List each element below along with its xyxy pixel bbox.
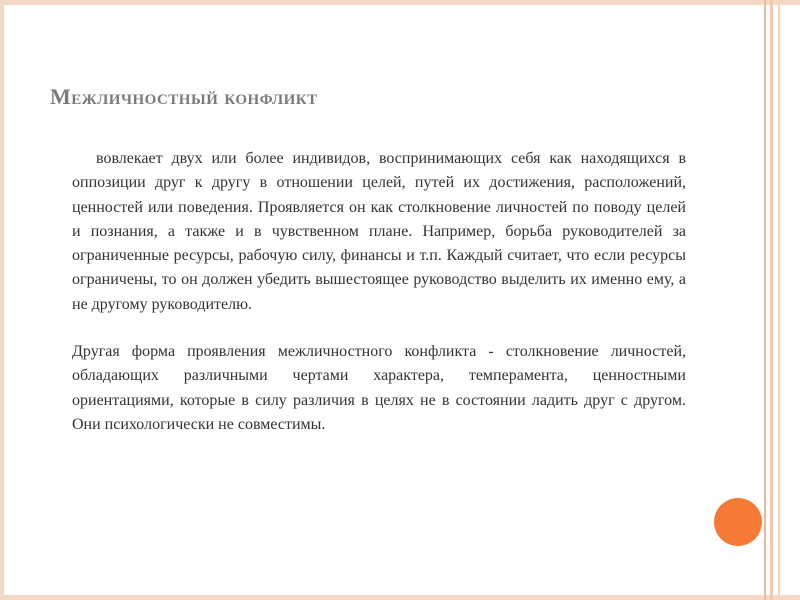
left-border [0, 0, 4, 600]
square-bullet-icon [46, 148, 60, 166]
slide-content [46, 147, 686, 437]
bottom-border [0, 595, 800, 600]
square-bullet-icon [46, 341, 60, 359]
bullet-text: Другая форма проявления межличностного конфликта - столкновение личностей, обладающих различными чертами характера, темперамента, ценностными ориентациями, которые в силу различия в целях не в состоянии ладить друг с другом. Они психологически не совместимы. [72, 343, 686, 433]
right-stripe [764, 0, 766, 600]
decorative-circle [714, 498, 762, 546]
bullet-item [46, 340, 686, 437]
slide-title: Межличностный конфликт [50, 84, 318, 109]
right-stripe [778, 0, 780, 600]
bullet-text: вовлекает двух или более индивидов, воспринимающих себя как находящихся в оппозиции друг к другу в отношении целей, путей их достижения, расположений, ценностей или поведения. Проявляется он как столкновение личностей по поводу целей и познания, а также и в чувственном плане. Например, борьба руководителей за ограниченные ресурсы, рабочую силу, финансы и т.п. Каждый считает, что если ресурсы ограничены, то он должен убедить вышестоящее руководство выделить их именно ему, а не другому руководителю. [72, 150, 686, 313]
bullet-item [46, 147, 686, 317]
right-stripe [770, 0, 773, 600]
top-border [0, 0, 800, 5]
